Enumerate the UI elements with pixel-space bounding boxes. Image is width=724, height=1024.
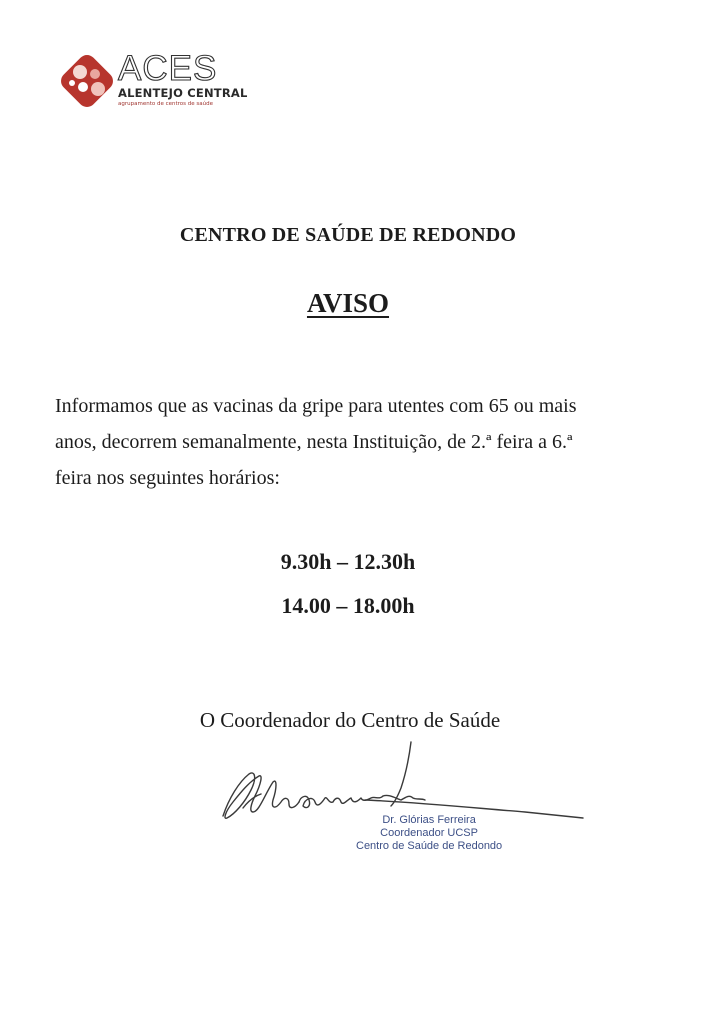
logo-region: ALENTEJO CENTRAL — [118, 86, 248, 100]
notice-body — [55, 388, 655, 496]
schedule-afternoon: 14.00 – 18.00h — [281, 593, 415, 618]
schedule-morning: 9.30h – 12.30h — [280, 549, 416, 574]
official-stamp — [356, 814, 502, 853]
aces-logo — [58, 49, 258, 114]
notice-title: AVISO — [306, 288, 390, 318]
logo-name: ACES — [118, 49, 218, 88]
aces-logo-mark-icon — [58, 52, 116, 110]
notice-body-line: feira nos seguintes horários: — [55, 467, 280, 489]
stamp-name: Dr. Glórias Ferreira — [382, 814, 476, 826]
coordinator-label: O Coordenador do Centro de Saúde — [199, 708, 501, 732]
notice-body-line: anos, decorrem semanalmente, nesta Instituição, de 2.ª feira a 6.ª — [55, 431, 573, 453]
stamp-role: Coordenador UCSP — [380, 827, 478, 839]
logo-tagline: agrupamento de centros de saúde — [118, 101, 213, 107]
schedule — [0, 540, 696, 628]
health-centre-heading: CENTRO DE SAÚDE DE REDONDO — [179, 224, 517, 246]
stamp-unit: Centro de Saúde de Redondo — [356, 840, 503, 852]
notice-body-line: Informamos que as vacinas da gripe para utentes com 65 ou mais — [55, 395, 577, 417]
